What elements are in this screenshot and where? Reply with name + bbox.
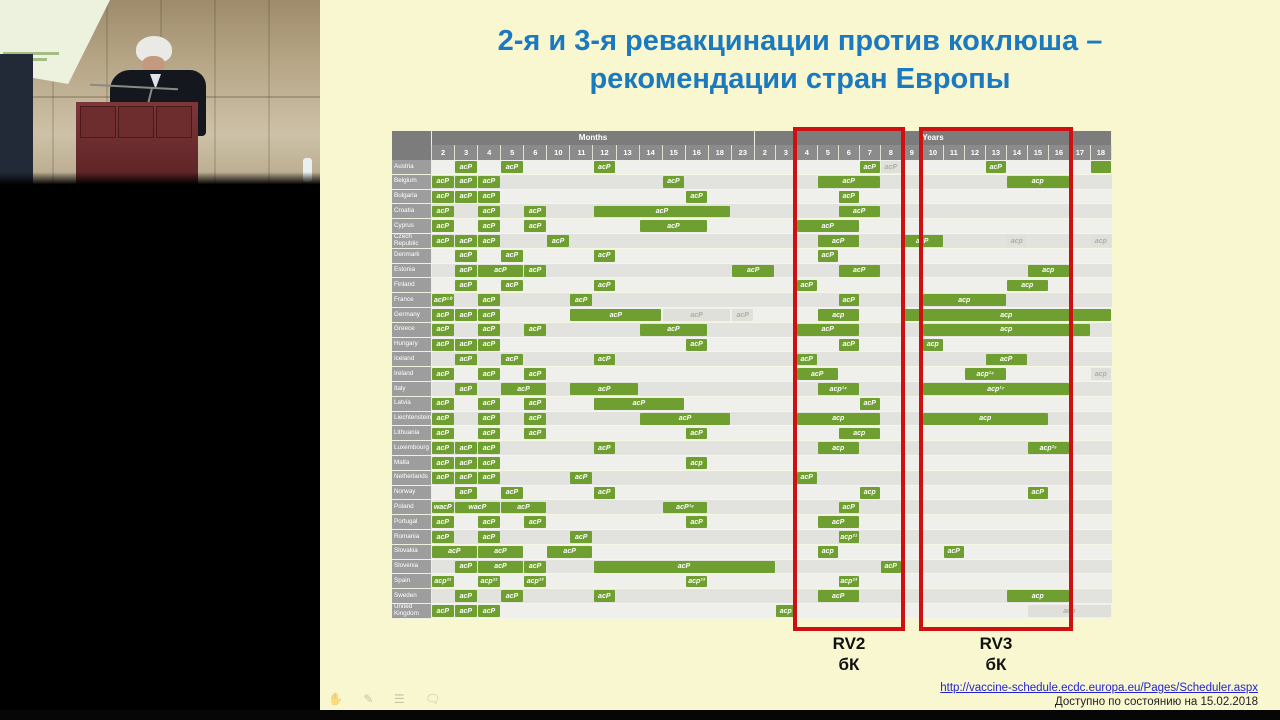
tick-cell: 3 — [776, 145, 797, 160]
schedule-bar: acP — [501, 487, 523, 499]
schedule-bar: acP — [478, 605, 500, 617]
schedule-bar: acP — [818, 516, 859, 528]
country-label: Denmark — [392, 249, 432, 264]
presenter-toolbar — [328, 690, 456, 708]
schedule-bar: acP — [478, 546, 523, 558]
schedule-bar: acP — [455, 161, 477, 173]
schedule-bar: acp — [818, 309, 859, 321]
schedule-bar: acP — [818, 176, 880, 188]
tick-cell: 17 — [1070, 145, 1091, 160]
schedule-bar: acP — [455, 235, 477, 247]
schedule-bar: acP — [524, 428, 546, 440]
schedule-bar: acP — [455, 309, 477, 321]
schedule-bar: acp¹⁴ — [965, 368, 1006, 380]
schedule-bar: acP — [478, 561, 523, 573]
schedule-bar: acP — [478, 191, 500, 203]
country-label: Romania — [392, 530, 432, 545]
tick-cell: 12 — [593, 145, 616, 160]
country-label: Croatia — [392, 204, 432, 219]
dark-wall-strip — [0, 54, 33, 186]
country-label: Norway — [392, 486, 432, 501]
schedule-bar: acP — [455, 265, 477, 277]
schedule-bar: wacP — [455, 502, 500, 514]
country-label: Luxembourg — [392, 441, 432, 456]
tick-cell: 6 — [524, 145, 547, 160]
schedule-bar: acP — [478, 413, 500, 425]
schedule-bar: acP — [686, 191, 708, 203]
schedule-bar: acP — [478, 428, 500, 440]
schedule-bar: acP — [432, 546, 477, 558]
schedule-bar: acp — [1028, 605, 1111, 617]
schedule-bar: acp²² — [432, 576, 454, 588]
schedule-bar: acP — [902, 235, 943, 247]
schedule-bar: acP — [478, 265, 523, 277]
country-label: Estonia — [392, 264, 432, 279]
schedule-bar: wacP — [432, 502, 454, 514]
country-label: Portugal — [392, 515, 432, 530]
schedule-bar: acp — [776, 605, 796, 617]
schedule-bar: acP — [839, 206, 880, 218]
schedule-bar: acP — [839, 502, 859, 514]
schedule-bar: acP — [432, 206, 454, 218]
schedule-bar: acP — [478, 442, 500, 454]
pen-icon[interactable]: ✎ — [363, 692, 374, 706]
tick-cell: 7 — [860, 145, 881, 160]
schedule-bar: acP — [432, 324, 454, 336]
rv3-annotation-line2: бК — [985, 655, 1007, 674]
schedule-bar: acP — [663, 309, 731, 321]
schedule-bar: acP — [478, 294, 500, 306]
schedule-bar: acP — [839, 191, 859, 203]
schedule-bar: acP — [524, 324, 546, 336]
schedule-bar: acP — [594, 398, 685, 410]
tick-cell: 14 — [1007, 145, 1028, 160]
schedule-bar: acP — [432, 442, 454, 454]
schedule-bar: acP — [478, 472, 500, 484]
schedule-bar: acP — [455, 383, 477, 395]
tick-cell: 16 — [686, 145, 709, 160]
schedule-bar: acP — [818, 250, 838, 262]
schedule-bar: acP — [663, 176, 685, 188]
schedule-bar: acP — [524, 206, 546, 218]
schedule-bar: acP — [732, 309, 754, 321]
schedule-bar: acP — [797, 368, 838, 380]
country-label: France — [392, 293, 432, 308]
schedule-bar: acP — [455, 191, 477, 203]
country-label: Iceland — [392, 352, 432, 367]
tick-cell: 12 — [965, 145, 986, 160]
schedule-bar: acP — [594, 206, 731, 218]
country-label: Bulgaria — [392, 190, 432, 205]
schedule-bar: acP — [839, 339, 859, 351]
schedule-bar: acP — [478, 457, 500, 469]
country-label: Ireland — [392, 367, 432, 382]
rv3-annotation — [919, 633, 1073, 675]
schedule-bar: acp — [923, 294, 1006, 306]
schedule-bar: acP — [594, 487, 616, 499]
country-label: United Kingdom — [392, 604, 432, 619]
schedule-bar: acP — [594, 250, 616, 262]
schedule-bar: acP — [455, 354, 477, 366]
schedule-bar: acp²³ — [524, 576, 546, 588]
schedule-bar: acP — [818, 235, 859, 247]
tick-cell: 4 — [478, 145, 501, 160]
schedule-bar: acP — [478, 206, 500, 218]
schedule-bar: acP — [455, 457, 477, 469]
schedule-bar: acp¹⁷ — [923, 383, 1069, 395]
country-label: Italy — [392, 382, 432, 397]
schedule-bar: acp — [686, 457, 708, 469]
schedule-bar: acP — [455, 176, 477, 188]
schedule-bar: acp — [923, 339, 943, 351]
schedule-bar: acP — [594, 354, 616, 366]
country-label: Malta — [392, 456, 432, 471]
schedule-bar: acP — [594, 442, 616, 454]
schedule-bar: acp — [818, 546, 838, 558]
tick-cell: 6 — [839, 145, 860, 160]
slide-title-line2: рекомендации стран Европы — [589, 63, 1011, 95]
country-label: Belgium — [392, 175, 432, 190]
schedule-bar: acP — [478, 324, 500, 336]
tick-cell: 18 — [709, 145, 732, 160]
tick-cell: 5 — [818, 145, 839, 160]
tick-cell: 9 — [902, 145, 923, 160]
schedule-bar: acP — [524, 561, 546, 573]
schedule-bar: acp²¹ — [839, 531, 859, 543]
schedule-bar: acP — [797, 354, 817, 366]
tick-cell: 5 — [501, 145, 524, 160]
list-icon[interactable]: ☰ — [393, 692, 405, 706]
schedule-bar: acP — [455, 442, 477, 454]
country-label: Hungary — [392, 338, 432, 353]
schedule-bar: acp — [1007, 590, 1069, 602]
schedule-bar: acP — [432, 398, 454, 410]
schedule-bar: acP — [455, 472, 477, 484]
schedule-bar: acP — [860, 161, 880, 173]
schedule-bar: acp — [923, 324, 1090, 336]
bottom-black-bar — [0, 710, 1280, 720]
schedule-bar: acP — [432, 457, 454, 469]
schedule-bar: acP — [594, 590, 616, 602]
corner-cell — [392, 145, 432, 160]
schedule-bar: acP — [797, 280, 817, 292]
schedule-bar: acP — [594, 161, 616, 173]
schedule-bar: acP — [944, 546, 964, 558]
schedule-bar: acP — [986, 354, 1027, 366]
tick-cell: 3 — [455, 145, 478, 160]
tick-cell: 13 — [986, 145, 1007, 160]
schedule-bar: acP — [501, 250, 523, 262]
tick-cell: 10 — [547, 145, 570, 160]
schedule-bar: acp²³ — [686, 576, 708, 588]
schedule-bar: acP — [570, 309, 661, 321]
schedule-bar: acP — [478, 398, 500, 410]
tick-cell: 8 — [881, 145, 902, 160]
slide-title-line1: 2-я и 3-я ревакцинации против коклюша – — [497, 25, 1103, 57]
unit-group-label: Years — [755, 131, 1112, 145]
schedule-bar: acP — [501, 383, 546, 395]
country-label: Greece — [392, 323, 432, 338]
country-label: Liechtenstein — [392, 412, 432, 427]
schedule-bar: acP — [1028, 487, 1048, 499]
tick-cell: 18 — [1091, 145, 1112, 160]
schedule-bar: acP — [478, 368, 500, 380]
schedule-bar: acP — [432, 339, 454, 351]
podium-panel — [118, 106, 154, 138]
schedule-bar: acP — [839, 294, 859, 306]
schedule-bar: acP — [432, 235, 454, 247]
schedule-bar: acP — [478, 235, 500, 247]
podium-panel — [156, 106, 192, 138]
schedule-bar: acP — [455, 250, 477, 262]
country-label: Austria — [392, 160, 432, 175]
country-label: Czech Republic — [392, 234, 432, 249]
schedule-bar: acP — [432, 428, 454, 440]
schedule-bar: acP — [501, 502, 546, 514]
rv2-annotation-line2: бК — [838, 655, 860, 674]
schedule-bar: acP — [594, 561, 775, 573]
schedule-bar: acP — [881, 561, 901, 573]
tick-cell: 13 — [617, 145, 640, 160]
schedule-bar: acP — [501, 161, 523, 173]
schedule-bar: acP — [501, 280, 523, 292]
country-label: Cyprus — [392, 219, 432, 234]
schedule-bar: acp — [1091, 368, 1111, 380]
schedule-bar: acP — [455, 280, 477, 292]
slide-title — [320, 22, 1280, 98]
country-label: Latvia — [392, 397, 432, 412]
comment-icon[interactable]: 🗨 — [425, 692, 441, 706]
schedule-bar: acP¹⁰ — [432, 294, 454, 306]
country-label: Poland — [392, 500, 432, 515]
schedule-bar: acP — [524, 398, 546, 410]
schedule-bar: acP — [732, 265, 775, 277]
schedule-bar: acP — [547, 546, 592, 558]
schedule-bar: acP — [432, 605, 454, 617]
schedule-bar: acP — [432, 220, 454, 232]
source-url-link[interactable]: http://vaccine-schedule.ecdc.europa.eu/Pages/Scheduler.aspx — [940, 682, 1258, 694]
tick-cell: 11 — [944, 145, 965, 160]
schedule-bar: acP — [570, 472, 592, 484]
country-label: Slovakia — [392, 545, 432, 560]
schedule-bar: acP — [594, 280, 616, 292]
schedule-bar: acp — [1028, 265, 1069, 277]
tick-cell: 4 — [797, 145, 818, 160]
schedule-bar: acP — [432, 191, 454, 203]
schedule-bar: acP — [818, 590, 859, 602]
schedule-bar: acP — [797, 472, 817, 484]
schedule-bar: acP — [432, 531, 454, 543]
schedule-bar: acP — [686, 516, 708, 528]
schedule-bar — [1091, 161, 1111, 173]
tick-cell: 10 — [923, 145, 944, 160]
country-label: Lithuania — [392, 426, 432, 441]
schedule-bar: acP — [860, 398, 880, 410]
country-label: Spain — [392, 574, 432, 589]
availability-footer: Доступно по состоянию на 15.02.2018 — [1054, 696, 1258, 708]
schedule-bar: acP — [432, 368, 454, 380]
tick-cell: 15 — [663, 145, 686, 160]
schedule-bar: acP — [839, 265, 880, 277]
schedule-bar: acP — [797, 324, 859, 336]
schedule-bar: acP — [524, 413, 546, 425]
schedule-bar: acP — [501, 590, 523, 602]
schedule-bar: acP — [797, 220, 859, 232]
schedule-bar: acP — [455, 590, 477, 602]
schedule-bar: acP — [881, 161, 901, 173]
tick-cell: 11 — [570, 145, 593, 160]
schedule-bar: acP — [686, 428, 708, 440]
schedule-bar: acP — [547, 235, 569, 247]
country-label: Sweden — [392, 589, 432, 604]
rv3-annotation-line1: RV3 — [979, 634, 1013, 653]
schedule-bar: acP — [455, 605, 477, 617]
schedule-bar: acP — [570, 294, 592, 306]
schedule-bar: acP — [478, 309, 500, 321]
schedule-bar: acP — [455, 561, 477, 573]
schedule-bar: acp — [1007, 176, 1069, 188]
schedule-bar: acP — [524, 368, 546, 380]
schedule-bar: acp — [1007, 235, 1027, 247]
country-label: Netherlands — [392, 471, 432, 486]
schedule-bar: acP — [478, 516, 500, 528]
schedule-bar: acP — [640, 413, 731, 425]
unit-group-label: Months — [432, 131, 755, 145]
schedule-bar: acP — [524, 220, 546, 232]
country-label: Slovenia — [392, 560, 432, 575]
schedule-bar: acP — [640, 324, 708, 336]
schedule-bar: acp — [860, 487, 880, 499]
schedule-bar: acP — [478, 176, 500, 188]
schedule-bar: acP — [432, 176, 454, 188]
schedule-bar: acp — [818, 442, 859, 454]
schedule-bar: acP — [455, 339, 477, 351]
schedule-bar: acP — [501, 354, 523, 366]
country-label: Germany — [392, 308, 432, 323]
schedule-bar: acP — [455, 487, 477, 499]
schedule-bar: acP — [432, 309, 454, 321]
schedule-bar: acp — [1007, 280, 1048, 292]
rv2-annotation — [793, 633, 905, 675]
schedule-bar: acp — [1091, 235, 1111, 247]
schedule-bar: acp²³ — [839, 576, 859, 588]
tick-cell: 23 — [732, 145, 755, 160]
presenter-video-feed — [0, 0, 320, 186]
schedule-bar: acP — [478, 339, 500, 351]
schedule-bar: acP — [570, 383, 638, 395]
rv3-highlight-box — [919, 127, 1073, 631]
schedule-bar: acP — [640, 220, 708, 232]
schedule-bar: acp¹⁴ — [818, 383, 859, 395]
tick-cell: 14 — [640, 145, 663, 160]
schedule-bar: acp — [797, 413, 880, 425]
schedule-bar: acP — [432, 516, 454, 528]
rv2-highlight-box — [793, 127, 905, 631]
schedule-bar: acP — [432, 413, 454, 425]
schedule-bar: acp — [923, 413, 1048, 425]
floor-shadow — [0, 172, 320, 186]
tick-cell: 2 — [755, 145, 776, 160]
schedule-bar: acP — [570, 531, 592, 543]
country-label: Finland — [392, 278, 432, 293]
schedule-bar: acP¹⁸ — [663, 502, 708, 514]
schedule-bar: acp¹⁵ — [1028, 442, 1069, 454]
schedule-bar: acP — [686, 339, 708, 351]
schedule-bar: acP — [478, 531, 500, 543]
corner-cell — [392, 131, 432, 145]
schedule-bar: acP — [524, 265, 546, 277]
schedule-bar: acP — [524, 516, 546, 528]
schedule-bar: acP — [432, 472, 454, 484]
podium-panel — [80, 106, 116, 138]
tick-cell: 16 — [1049, 145, 1070, 160]
pointer-hand-icon[interactable]: ✋ — [328, 692, 343, 706]
schedule-bar: acp — [839, 428, 880, 440]
schedule-bar: acp²² — [478, 576, 500, 588]
tick-cell: 15 — [1028, 145, 1049, 160]
schedule-bar: acP — [986, 161, 1006, 173]
tick-cell: 2 — [432, 145, 455, 160]
rv2-annotation-line1: RV2 — [832, 634, 866, 653]
schedule-bar: acp — [902, 309, 1111, 321]
schedule-bar: acP — [478, 220, 500, 232]
presentation-slide — [320, 0, 1280, 710]
